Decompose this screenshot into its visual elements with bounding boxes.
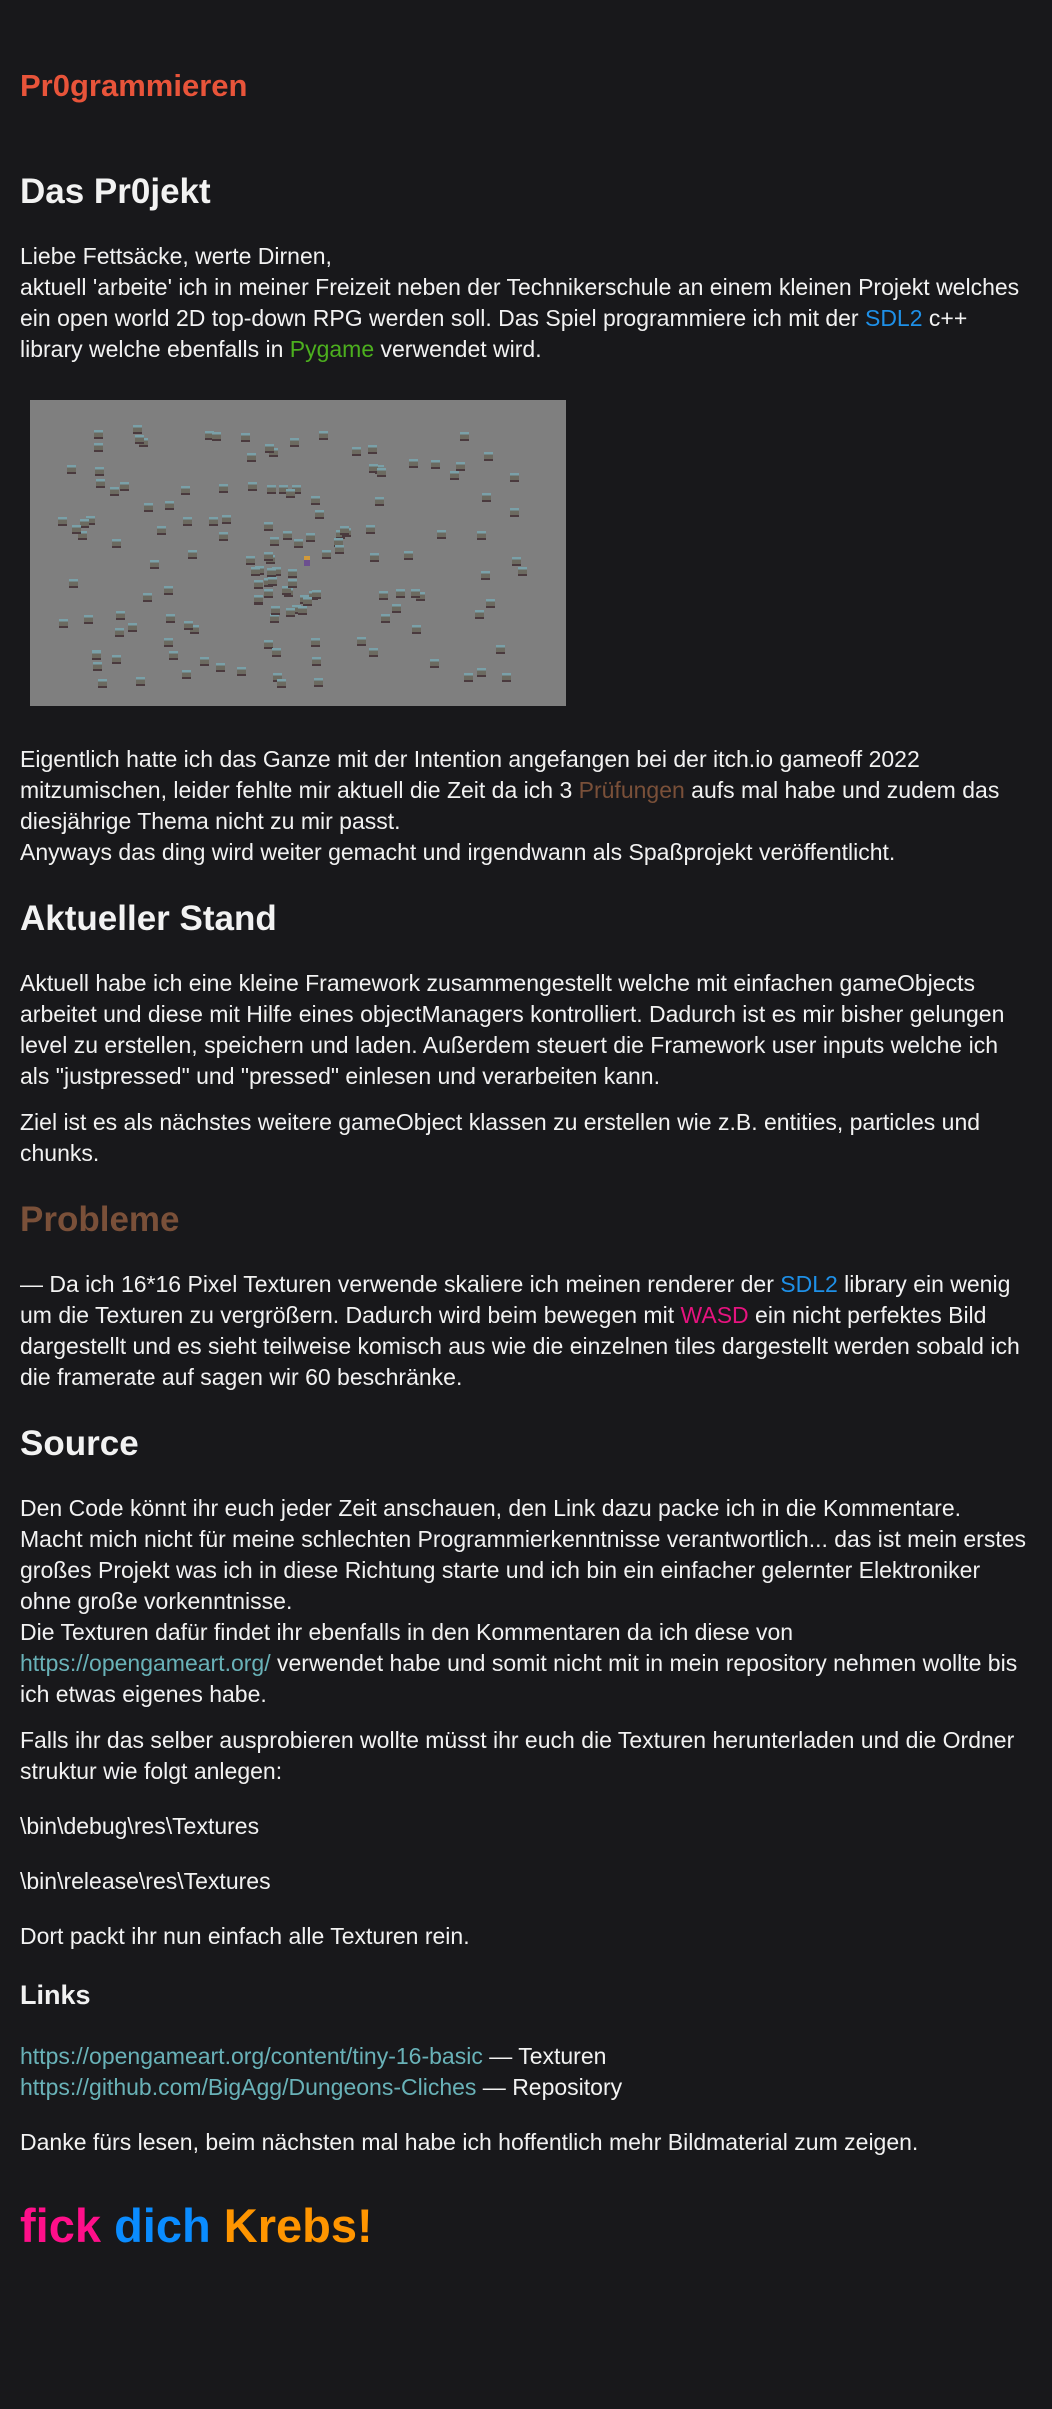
tile-sprite <box>518 567 527 576</box>
tile-sprite <box>352 447 361 456</box>
tile-sprite <box>379 591 388 600</box>
source-text: Die Texturen dafür findet ihr ebenfalls in den Kommentaren da ich diese von <box>20 1619 794 1645</box>
tile-sprite <box>312 590 321 599</box>
section-heading-projekt: Das Pr0jekt <box>20 172 211 211</box>
tile-sprite <box>450 471 459 480</box>
tile-sprite <box>368 445 377 454</box>
link-label: — Texturen <box>482 2043 607 2069</box>
tile-sprite <box>404 551 413 560</box>
intro-greeting: Liebe Fettsäcke, werte Dirnen, <box>20 243 332 269</box>
pygame-link[interactable]: Pygame <box>289 336 375 362</box>
tile-sprite <box>460 432 469 441</box>
tile-sprite <box>265 444 274 453</box>
tile-sprite <box>409 459 418 468</box>
tile-sprite <box>200 657 209 666</box>
source-text: Macht mich nicht für meine schlechten Programmierkenntnisse verantwortlich... das ist mein erstes großes Projekt was ich in diese Richtung starte und ich bin ein einfacher gelernter Elektroniker ohne große vorkenntnisse. <box>20 1526 1027 1614</box>
sdl2-link[interactable]: SDL2 <box>864 305 923 331</box>
tile-sprite <box>112 655 121 664</box>
itch-text: aufs mal habe und zudem das diesjährige Thema nicht zu mir passt. <box>20 777 1000 834</box>
closing-word-3: Krebs! <box>223 2199 373 2252</box>
path-release: \bin\release\res\Textures <box>20 1868 271 1894</box>
tile-sprite <box>182 670 191 679</box>
tile-sprite <box>183 517 192 526</box>
tile-sprite <box>241 433 250 442</box>
tile-sprite <box>164 638 173 647</box>
tile-sprite <box>456 462 465 471</box>
tile-sprite <box>264 522 273 531</box>
stand-paragraph-2: Ziel ist es als nächstes weitere gameObject klassen zu erstellen wie z.B. entities, particles und chunks. <box>20 1109 981 1166</box>
tile-sprite <box>437 530 446 539</box>
tile-sprite <box>412 625 421 634</box>
tile-sprite <box>120 482 129 491</box>
tile-sprite <box>267 568 276 577</box>
tile-sprite <box>502 673 511 682</box>
probleme-text: — Da ich 16*16 Pixel Texturen verwende skaliere ich meinen renderer der <box>20 1271 781 1297</box>
link-label: — Repository <box>476 2074 623 2100</box>
tile-sprite <box>246 556 255 565</box>
tile-sprite <box>72 525 81 534</box>
tile-sprite <box>477 531 486 540</box>
tile-sprite <box>286 608 295 617</box>
source-text: Den Code könnt ihr euch jeder Zeit anschauen, den Link dazu packe ich in die Kommentare. <box>20 1495 962 1521</box>
path-debug: \bin\debug\res\Textures <box>20 1813 260 1839</box>
tile-sprite <box>188 550 197 559</box>
tile-sprite <box>335 545 344 554</box>
tile-sprite <box>271 606 280 615</box>
tile-sprite <box>58 517 67 526</box>
tile-sprite <box>110 487 119 496</box>
repository-link[interactable]: https://github.com/BigAgg/Dungeons-Cliches <box>20 2074 477 2100</box>
tile-sprite <box>510 473 519 482</box>
tile-sprite <box>286 489 295 498</box>
itch-text: Eigentlich hatte ich das Ganze mit der Intention angefangen bei der itch.io gameoff 2022 mitzumischen, leider fehlte mir aktuell die Zeit da ich 3 <box>20 746 920 803</box>
opengameart-link[interactable]: https://opengameart.org/ <box>20 1650 271 1676</box>
tile-sprite <box>169 651 178 660</box>
source-paragraph-3: Dort packt ihr nun einfach alle Texturen rein. <box>20 1923 470 1949</box>
section-heading-links: Links <box>20 1980 91 2010</box>
tile-sprite <box>157 526 166 535</box>
tile-sprite <box>264 552 273 561</box>
tile-sprite <box>133 425 142 434</box>
tile-sprite <box>277 679 286 688</box>
itch-paragraph <box>20 744 1032 868</box>
tile-sprite <box>181 486 190 495</box>
tile-sprite <box>312 657 321 666</box>
tile-sprite <box>411 589 420 598</box>
tile-sprite <box>84 615 93 624</box>
tile-sprite <box>92 651 101 660</box>
tile-sprite <box>219 484 228 493</box>
intro-paragraph <box>20 241 1032 365</box>
tile-sprite <box>112 539 121 548</box>
tile-sprite <box>184 621 193 630</box>
tile-sprite <box>247 453 256 462</box>
tile-sprite <box>290 438 299 447</box>
tile-sprite <box>150 560 159 569</box>
tile-sprite <box>166 614 175 623</box>
tile-sprite <box>165 501 174 510</box>
section-heading-stand: Aktueller Stand <box>20 899 277 938</box>
tile-sprite <box>96 479 105 488</box>
tile-sprite <box>164 586 173 595</box>
tile-sprite <box>219 532 228 541</box>
tile-sprite <box>270 537 279 546</box>
itch-text: Anyways das ding wird weiter gemacht und irgendwann als Spaßprojekt veröffentlicht. <box>20 839 896 865</box>
tile-sprite <box>481 571 490 580</box>
tile-sprite <box>496 645 505 654</box>
tile-sprite <box>370 553 379 562</box>
tile-sprite <box>115 628 124 637</box>
tile-sprite <box>94 443 103 452</box>
tile-sprite <box>512 557 521 566</box>
tile-sprite <box>268 577 277 586</box>
probleme-paragraph <box>20 1269 1032 1393</box>
section-heading-probleme: Probleme <box>20 1200 180 1239</box>
tile-sprite <box>93 662 102 671</box>
tile-sprite <box>264 589 273 598</box>
tile-sprite <box>237 667 246 676</box>
source-text: verwendet habe und somit nicht mit in mein repository nehmen wollte bis ich etwas eigenes habe. <box>20 1650 1018 1707</box>
intro-text: verwendet wird. <box>374 336 542 362</box>
tile-sprite <box>311 638 320 647</box>
tile-sprite <box>477 668 486 677</box>
tile-sprite <box>366 525 375 534</box>
tile-sprite <box>486 599 495 608</box>
tile-sprite <box>143 593 152 602</box>
tile-sprite <box>475 610 484 619</box>
closing-exclamation <box>20 2198 1032 2254</box>
probleme-text: ein nicht perfektes Bild dargestellt und es sieht teilweise komisch aus wie die einzelnen tiles dargestellt werden sobald ich die framerate auf sagen wir 60 beschränke. <box>20 1302 1020 1390</box>
tile-sprite <box>288 579 297 588</box>
tile-sprite <box>209 517 218 526</box>
intro-text: aktuell 'arbeite' ich in meiner Freizeit neben der Technikerschule an einem kleinen Projekt welches ein open world 2D top-down RPG werden soll. Das Spiel programmiere ich mit der <box>20 274 1020 331</box>
tile-sprite <box>251 567 260 576</box>
stand-paragraph-1: Aktuell habe ich eine kleine Framework zusammengestellt welche mit einfachen gameObjects arbeitet und diese mit Hilfe eines objectManagers kontrolliert. Dadurch ist es mir bisher gelungen level zu erstellen, speichern und laden. Außerdem steuert die Framework user inputs welche ich als "justpressed" und "pressed" einlesen und verarbeiten kann. <box>20 970 1005 1089</box>
tile-sprite <box>98 679 107 688</box>
tile-sprite <box>319 431 328 440</box>
tile-sprite <box>128 623 137 632</box>
intro-text: c++ library welche ebenfalls in <box>20 305 968 362</box>
tile-sprite <box>136 677 145 686</box>
site-title[interactable]: Pr0grammieren <box>20 68 248 103</box>
tile-sprite <box>484 452 493 461</box>
tile-sprite <box>431 460 440 469</box>
tile-sprite <box>212 432 221 441</box>
source-paragraph-2: Falls ihr das selber ausprobieren wollte müsst ihr euch die Texturen herunterladen und die Ordner struktur wie folgt anlegen: <box>20 1727 1015 1784</box>
tile-sprite <box>314 678 323 687</box>
tile-sprite <box>377 468 386 477</box>
tile-sprite <box>430 659 439 668</box>
tile-sprite <box>69 579 78 588</box>
tile-sprite <box>254 595 263 604</box>
sdl2-link[interactable]: SDL2 <box>780 1271 838 1297</box>
tile-sprite <box>315 510 324 519</box>
tile-sprite <box>270 614 279 623</box>
tile-sprite <box>311 496 320 505</box>
tile-sprite <box>375 497 384 506</box>
tile-sprite <box>322 550 331 559</box>
player-sprite <box>304 556 310 566</box>
tile-sprite <box>396 589 405 598</box>
tile-sprite <box>464 673 473 682</box>
tile-sprite <box>116 611 125 620</box>
tile-sprite <box>216 663 225 672</box>
section-heading-source: Source <box>20 1424 139 1463</box>
tile-sprite <box>272 648 281 657</box>
tile-sprite <box>248 482 257 491</box>
tile-sprite <box>303 597 312 606</box>
tile-sprite <box>288 569 297 578</box>
tile-sprite <box>294 539 303 548</box>
tile-sprite <box>381 614 390 623</box>
tile-sprite <box>135 435 144 444</box>
tile-sprite <box>298 606 307 615</box>
tile-sprite <box>94 430 103 439</box>
closing-word-1: fick <box>20 2199 101 2252</box>
tile-sprite <box>340 526 349 535</box>
game-screenshot <box>30 400 566 706</box>
tile-sprite <box>59 619 68 628</box>
tile-sprite <box>306 533 315 542</box>
tile-sprite <box>510 508 519 517</box>
links-list <box>20 2041 1032 2103</box>
tile-sprite <box>95 467 104 476</box>
closing-word-2: dich <box>114 2199 211 2252</box>
source-paragraph-1 <box>20 1493 1032 1710</box>
tile-sprite <box>254 580 263 589</box>
tile-sprite <box>80 519 89 528</box>
tile-sprite <box>369 648 378 657</box>
texture-link[interactable]: https://opengameart.org/content/tiny-16-basic <box>20 2043 483 2069</box>
probleme-text: library ein wenig um die Texturen zu vergrößern. Dadurch wird beim bewegen mit <box>20 1271 1011 1328</box>
thanks-paragraph: Danke fürs lesen, beim nächsten mal habe ich hoffentlich mehr Bildmaterial zum zeigen. <box>20 2129 919 2155</box>
tile-sprite <box>267 485 276 494</box>
tile-sprite <box>392 604 401 613</box>
wasd-highlight: WASD <box>680 1302 749 1328</box>
pruefungen-link[interactable]: Prüfungen <box>578 777 685 803</box>
tile-sprite <box>67 465 76 474</box>
tile-sprite <box>283 531 292 540</box>
tile-sprite <box>482 493 491 502</box>
tile-sprite <box>357 637 366 646</box>
tile-sprite <box>222 515 231 524</box>
tile-sprite <box>144 503 153 512</box>
